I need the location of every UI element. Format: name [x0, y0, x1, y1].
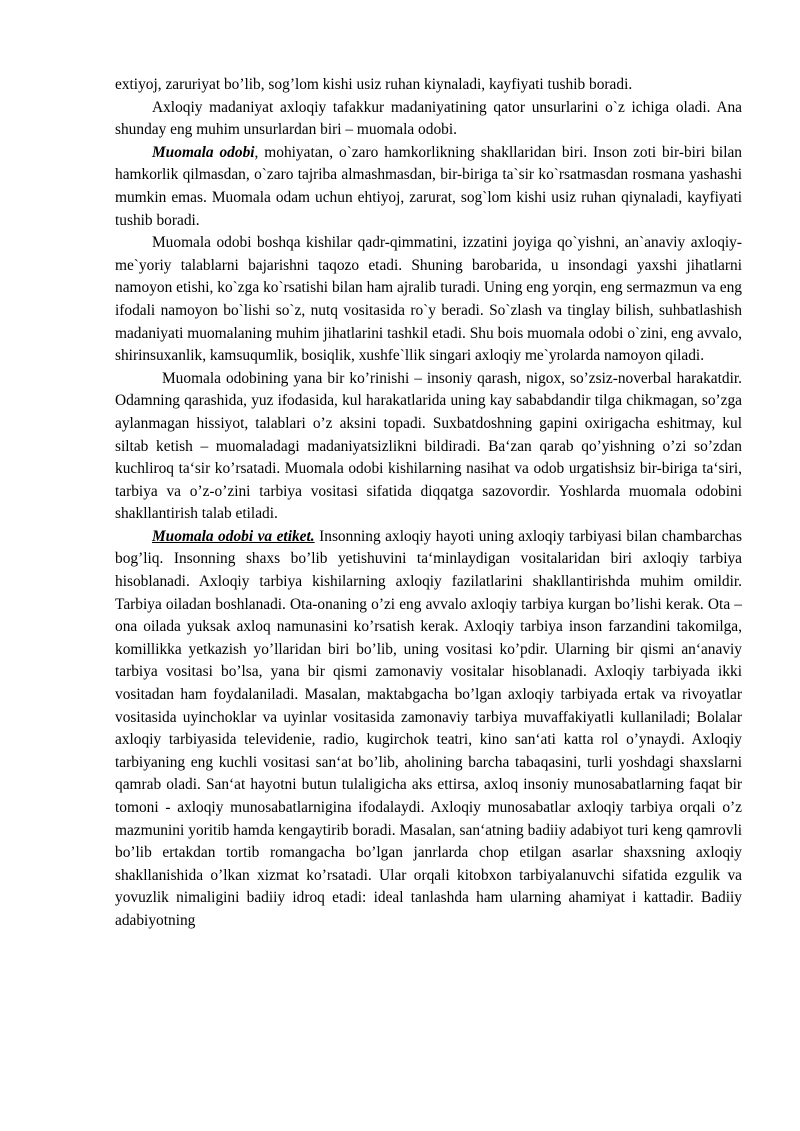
paragraph-text: Muomala odobining yana bir ko’rinishi – insoniy qarash, nigox, so’zsiz-noverbal harakatdir. Odamning qarashida, yuz ifodasida, kul harakatlarida uning kay sababdandir tilga chikmagan, so’zga aylanmagan hissiyot, talablari o’z aksini topadi. Suxbatdoshning gapini oxirigacha eshitmay, kul siltab ketish – muomaladagi madaniyatsizlikni bildiradi. Ba‘zan qarab qo’yishning o’zi so’zdan kuchliroq ta‘sir ko’rsatadi. Muomala odobi kishilarning nasihat va odob urgatishsiz bir-biriga ta‘siri, tarbiya va o’z-o’zini tarbiya vositasi sifatida diqqatga sazovordir. Yoshlarda muomala odobini shakllantirish talab etiladi.	[115, 369, 742, 523]
paragraph-text: Axloqiy madaniyat axloqiy tafakkur madaniyatining qator unsurlarini o`z ichiga oladi. Ana shunday eng muhim unsurlardan biri – muomala odobi.	[115, 98, 742, 139]
paragraph-text: , mohiyatan, o`zaro hamkorlikning shakllaridan biri. Inson zoti bir-biri bilan hamkorlik qilmasdan, o`zaro tajriba almashmasdan, bir-biriga ta`sir ko`rsatmasdan rosmana yashashi mumkin emas. Muomala odam uchun ehtiyoj, zarurat, sog`lom kishi usiz ruhan qiynaladi, kayfiyati tushib boradi.	[115, 143, 743, 229]
paragraph-text: Insonning axloqiy hayoti uning axloqiy tarbiyasi bilan chambarchas bog’liq. Insonning shaxs bo’lib yetishuvini ta‘minlaydigan vositalaridan biri axloqiy tarbiya hisoblanadi. Axloqiy tarbiya kishilarning axloqiy fazilatlarini shakllantirishda muhim omildir. Tarbiya oiladan boshlanadi. Ota-onaning o’zi eng avvalo axloqiy tarbiya kurgan bo’lishi kerak. Ota – ona oilada yuksak axloq namunasini ko’rsatish kerak. Axloqiy tarbiya inson farzandini takomilga, komillikka yetkazish yo’llaridan biri bo’lib, uning vositasi ko’pdir. Ularning bir qismi an‘anaviy tarbiya vositasi bo’lsa, yana bir qismi zamonaviy vositalar hisoblanadi. Axloqiy tarbiyada ikki vositadan ham foydalaniladi. Masalan, maktabgacha bo’lgan axloqiy tarbiyada ertak va rivoyatlar vositasida uyinchoklar va uyinlar vositasida zamonaviy tarbiya muvaffakiyatli kullaniladi; Bolalar axloqiy tarbiyasida televidenie, radio, kugirchok teatri, kino san‘ati katta rol o’ynaydi. Axloqiy tarbiyaning eng kuchli vositasi san‘at bo’lib, aholining barcha tabaqasini, turli yoshdagi shaxslarni qamrab oladi. San‘at hayotni butun tulaligicha aks ettirsa, axloq insoniy munosabatlarning faqat bir tomoni - axloqiy munosabatlarnigina ifodalaydi. Axloqiy munosabatlar axloqiy tarbiya orqali o’z mazmunini yoritib hamda kengaytirib boradi. Masalan, san‘atning badiiy adabiyot turi keng qamrovli bo’lib ertakdan tortib romangacha bo’lgan janrlarda chop etilgan asarlar shaxsning axloqiy shakllanishida o’lkan xizmat ko’rsatadi. Ular orqali kitobxon tarbiyalanuvchi sifatida ezgulik va yovuzlik nimaligini badiiy idroq etadi: ideal tanlashda ham ularning ahamiyat i kattadir. Badiiy adabiyotning	[115, 527, 742, 929]
term-muomala-odobi: Muomala odobi	[152, 143, 255, 161]
paragraph-nonverbal	[115, 368, 742, 526]
paragraph-text: Muomala odobi boshqa kishilar qadr-qimmatini, izzatini joyiga qo`yishni, an`anaviy axloqiy-me`yoriy talablarni bajarishni taqozo etadi. Shuning barobarida, u insondagi yaxshi jihatlarni namoyon etishi, ko`zga ko`rsatishi bilan ham ajralib turadi. Uning eng yorqin, eng sermazmun va eng ifodali namoyon bo`lishi so`z, nutq vositasida ro`y beradi. So`zlash va tinglay bilish, suhbatlashish madaniyati muomalaning muhim jihatlarini tashkil etadi. Shu bois muomala odobi o`zini, eng avvalo, shirinsuxanlik, kamsuqumlik, bosiqlik, xushfe`llik singari axloqiy me`yrolarda namoyon qiladi.	[115, 234, 742, 365]
document-page	[115, 74, 742, 933]
paragraph-muomala-odobi-va-etiket	[115, 526, 742, 933]
paragraph-muomala-odobi-requirements	[115, 232, 742, 368]
paragraph-axloqiy-madaniyat	[115, 97, 742, 142]
paragraph-muomala-odobi-definition	[115, 142, 742, 232]
term-muomala-odobi-va-etiket: Muomala odobi va etiket.	[152, 527, 315, 545]
paragraph-continuation	[115, 74, 742, 97]
paragraph-text: extiyoj, zaruriyat bo’lib, sog’lom kishi usiz ruhan kiynaladi, kayfiyati tushib boradi.	[115, 76, 633, 93]
